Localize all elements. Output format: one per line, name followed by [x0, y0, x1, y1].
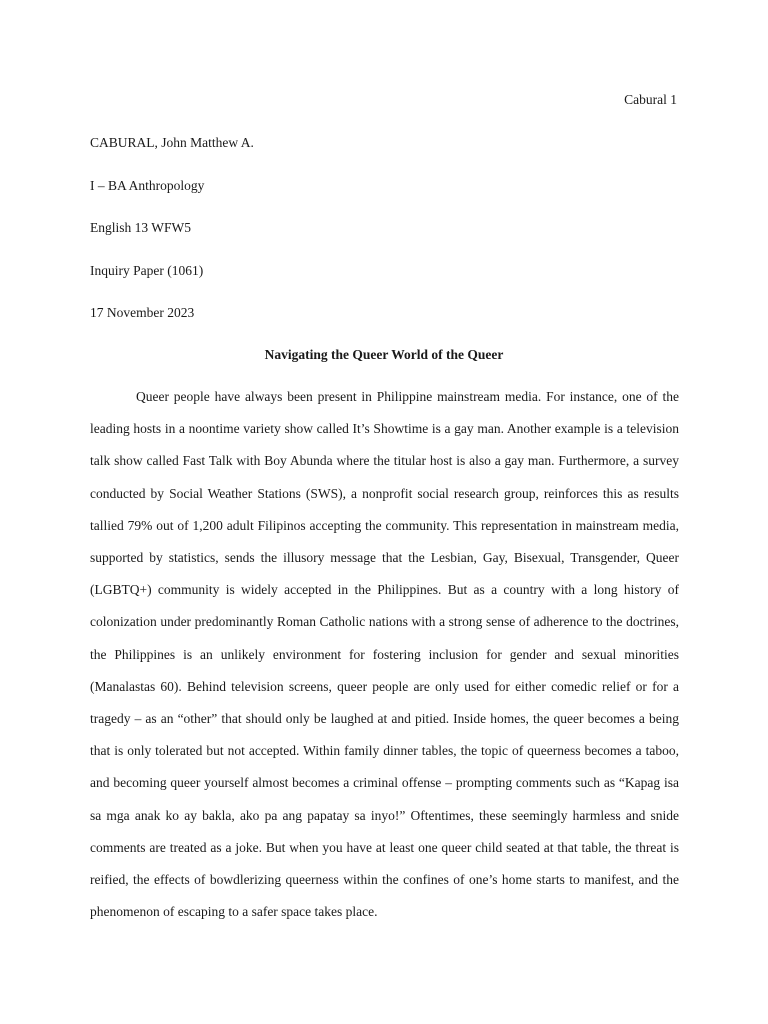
program-line: I – BA Anthropology	[90, 177, 205, 193]
mla-heading	[90, 134, 254, 347]
date-line: 17 November 2023	[90, 305, 195, 320]
running-head: Cabural 1	[624, 92, 677, 107]
assignment-line: Inquiry Paper (1061)	[90, 262, 204, 278]
course-line: English 13 WFW5	[90, 220, 191, 235]
paper-title: Navigating the Queer World of the Queer	[264, 347, 504, 362]
author-name: CABURAL, John Matthew A.	[90, 135, 254, 150]
body-paragraph: Queer people have always been present in Philippine mainstream media. For instance, one of the leading hosts in a noontime variety show called It’s Showtime is a gay man. Another example is a television talk show called Fast Talk with Boy Abunda where the titular host is also a gay man. Furthermore, a survey conducted by Social Weather Stations (SWS), a nonprofit social research group, reinforces this as results tallied 79% out of 1,200 adult Filipinos accepting the community. This representation in mainstream media, supported by statistics, sends the illusory message that the Lesbian, Gay, Bisexual, Transgender, Queer (LGBTQ+) community is widely accepted in the Philippines. But as a country with a long history of colonization under predominantly Roman Catholic nations with a strong sense of adherence to the doctrines, the Philippines is an unlikely environment for fostering inclusion for gender and sexual minorities (Manalastas 60). Behind television screens, queer people are only used for either comedic relief or for a tragedy – as an “other” that should only be laughed at and pitied. Inside homes, the queer becomes a being that is only tolerated but not accepted. Within family dinner tables, the topic of queerness becomes a taboo, and becoming queer yourself almost becomes a criminal offense – prompting comments such as “Kapag isa sa mga anak ko ay bakla, ako pa ang papatay sa inyo!” Oftentimes, these seemingly harmless and snide comments are treated as a joke. But when you have at least one queer child seated at that table, the threat is reified, the effects of bowdlerizing queerness within the confines of one’s home starts to manifest, and the phenomenon of escaping to a safer space takes place.	[90, 389, 679, 920]
